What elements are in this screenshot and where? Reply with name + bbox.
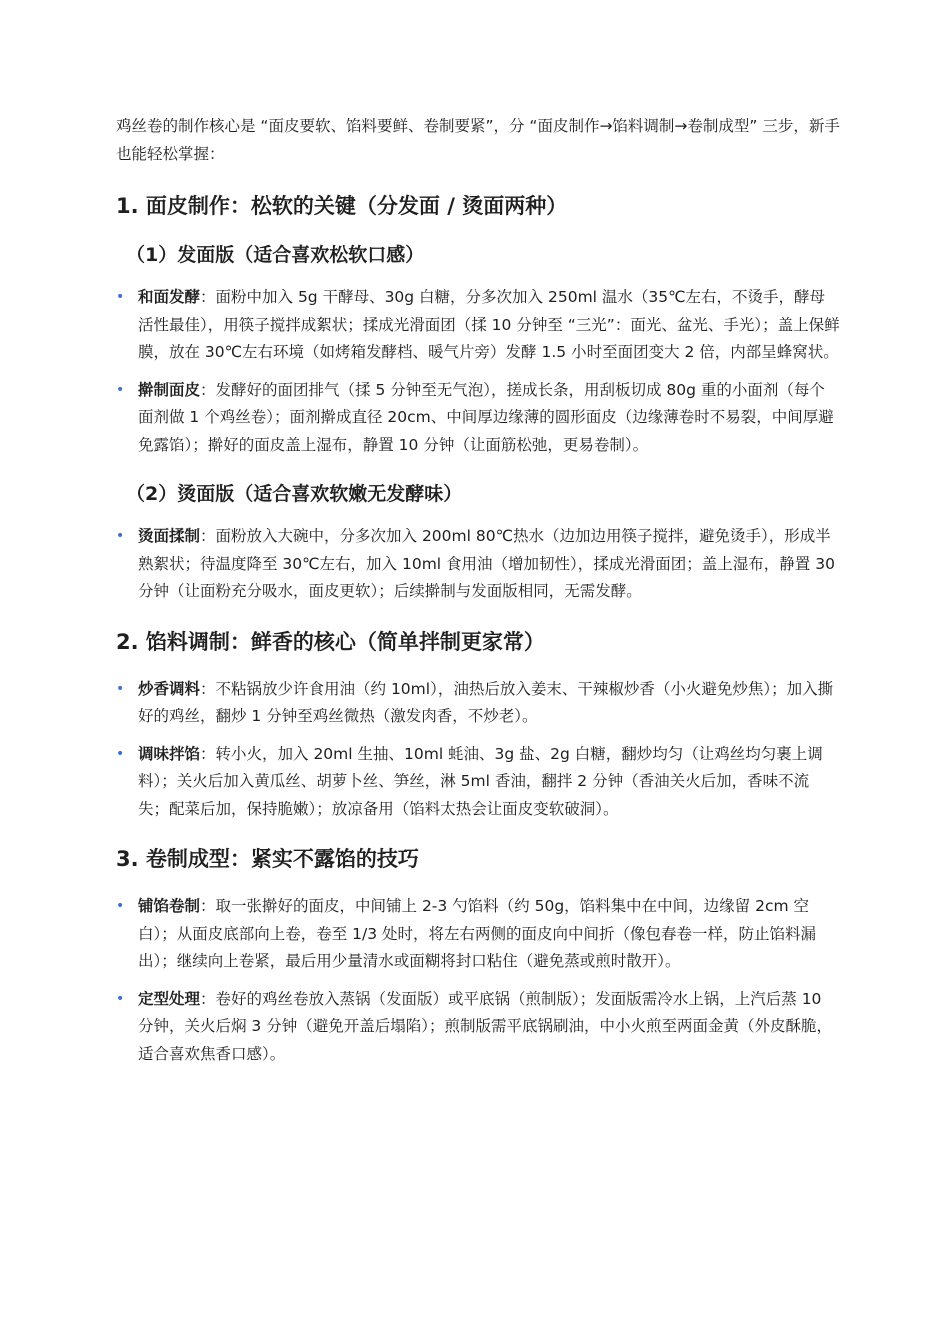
bullet-icon: • bbox=[116, 289, 125, 305]
list-item bbox=[116, 377, 840, 460]
item-text: ：不粘锅放少许食用油（约 10ml），油热后放入姜末、干辣椒炒香（小火避免炒焦）；加入撕好的鸡丝，翻炒 1 分钟至鸡丝微热（激发肉香，不炒老）。 bbox=[138, 679, 834, 725]
bullet-icon: • bbox=[116, 898, 125, 914]
bullet-icon: • bbox=[116, 990, 125, 1007]
bullet-list bbox=[116, 284, 840, 459]
section-heading: 1. 面皮制作：松软的关键（分发面 / 烫面两种） bbox=[116, 194, 568, 218]
subsection-heading: （2）烫面版（适合喜欢软嫩无发酵味） bbox=[126, 483, 463, 505]
bullet-list bbox=[116, 523, 840, 606]
item-text: ：发酵好的面团排气（揉 5 分钟至无气泡），搓成长条，用刮板切成 80g 重的小面剂（每个面剂做 1 个鸡丝卷）；面剂擀成直径 20cm、中间厚边缘薄的圆形面皮（边缘薄卷时不易裂，中间厚避免露馅）；擀好的面皮盖上湿布，静置 10 分钟（让面筋松弛，更易卷制）。 bbox=[138, 380, 834, 454]
bullet-icon: • bbox=[116, 528, 125, 544]
item-label: 铺馅卷制 bbox=[138, 897, 201, 915]
item-label: 炒香调料 bbox=[138, 679, 201, 698]
bullet-icon: • bbox=[116, 745, 125, 762]
item-label: 调味拌馅 bbox=[138, 744, 201, 763]
item-label: 和面发酵 bbox=[138, 288, 201, 306]
list-item bbox=[116, 523, 840, 606]
item-label: 擀制面皮 bbox=[138, 380, 201, 399]
item-text: ：面粉中加入 5g 干酵母、30g 白糖，分多次加入 250ml 温水（35℃左右，不烫手，酵母活性最佳），用筷子搅拌成絮状；揉成光滑面团（揉 10 分钟至 “三光”：面光、盆光、手光）；盖上保鲜膜，放在 30℃左右环境（如烤箱发酵档、暖气片旁）发酵 1.5 小时至面团变大 2 倍，内部呈蜂窝状。 bbox=[138, 288, 840, 361]
section-heading: 2. 馅料调制：鲜香的核心（简单拌制更家常） bbox=[116, 629, 545, 654]
item-text: ：取一张擀好的面皮，中间铺上 2-3 勺馅料（约 50g，馅料集中在中间，边缘留 2cm 空白）；从面皮底部向上卷，卷至 1/3 处时，将左右两侧的面皮向中间折（像包春卷一样，防止馅料漏出）；继续向上卷紧，最后用少量清水或面糊将封口粘住（避免蒸或煎时散开）。 bbox=[138, 897, 817, 970]
intro-paragraph: 鸡丝卷的制作核心是 “面皮要软、馅料要鲜、卷制要紧”，分 “面皮制作→馅料调制→卷制成型” 三步，新手也能轻松掌握： bbox=[116, 117, 840, 163]
item-label: 定型处理 bbox=[138, 989, 201, 1008]
bullet-icon: • bbox=[116, 381, 125, 398]
list-item bbox=[116, 676, 840, 731]
list-item bbox=[116, 741, 840, 824]
item-text: ：转小火，加入 20ml 生抽、10ml 蚝油、3g 盐、2g 白糖，翻炒均匀（让鸡丝均匀裹上调料）；关火后加入黄瓜丝、胡萝卜丝、笋丝，淋 5ml 香油，翻拌 2 分钟（香油关火后加，香味不流失；配菜后加，保持脆嫩）；放凉备用（馅料太热会让面皮变软破洞）。 bbox=[138, 744, 823, 818]
subsection-heading: （1）发面版（适合喜欢松软口感） bbox=[126, 244, 425, 266]
list-item bbox=[116, 986, 840, 1069]
section-heading: 3. 卷制成型：紧实不露馅的技巧 bbox=[116, 847, 419, 871]
list-item bbox=[116, 284, 840, 367]
item-text: ：面粉放入大碗中，分多次加入 200ml 80℃热水（边加边用筷子搅拌，避免烫手），形成半熟絮状；待温度降至 30℃左右，加入 10ml 食用油（增加韧性），揉成光滑面团；盖上湿布，静置 30 分钟（让面粉充分吸水，面皮更软）；后续擀制与发面版相同，无需发酵。 bbox=[138, 527, 835, 600]
item-label: 烫面揉制 bbox=[138, 527, 201, 545]
bullet-list bbox=[116, 893, 840, 1068]
bullet-list bbox=[116, 676, 840, 824]
list-item bbox=[116, 893, 840, 976]
bullet-icon: • bbox=[116, 680, 125, 697]
item-text: ：卷好的鸡丝卷放入蒸锅（发面版）或平底锅（煎制版）；发面版需冷水上锅，上汽后蒸 10 分钟，关火后焖 3 分钟（避免开盖后塌陷）；煎制版需平底锅刷油，中小火煎至两面金黄（外皮酥脆，适合喜欢焦香口感）。 bbox=[138, 989, 832, 1063]
